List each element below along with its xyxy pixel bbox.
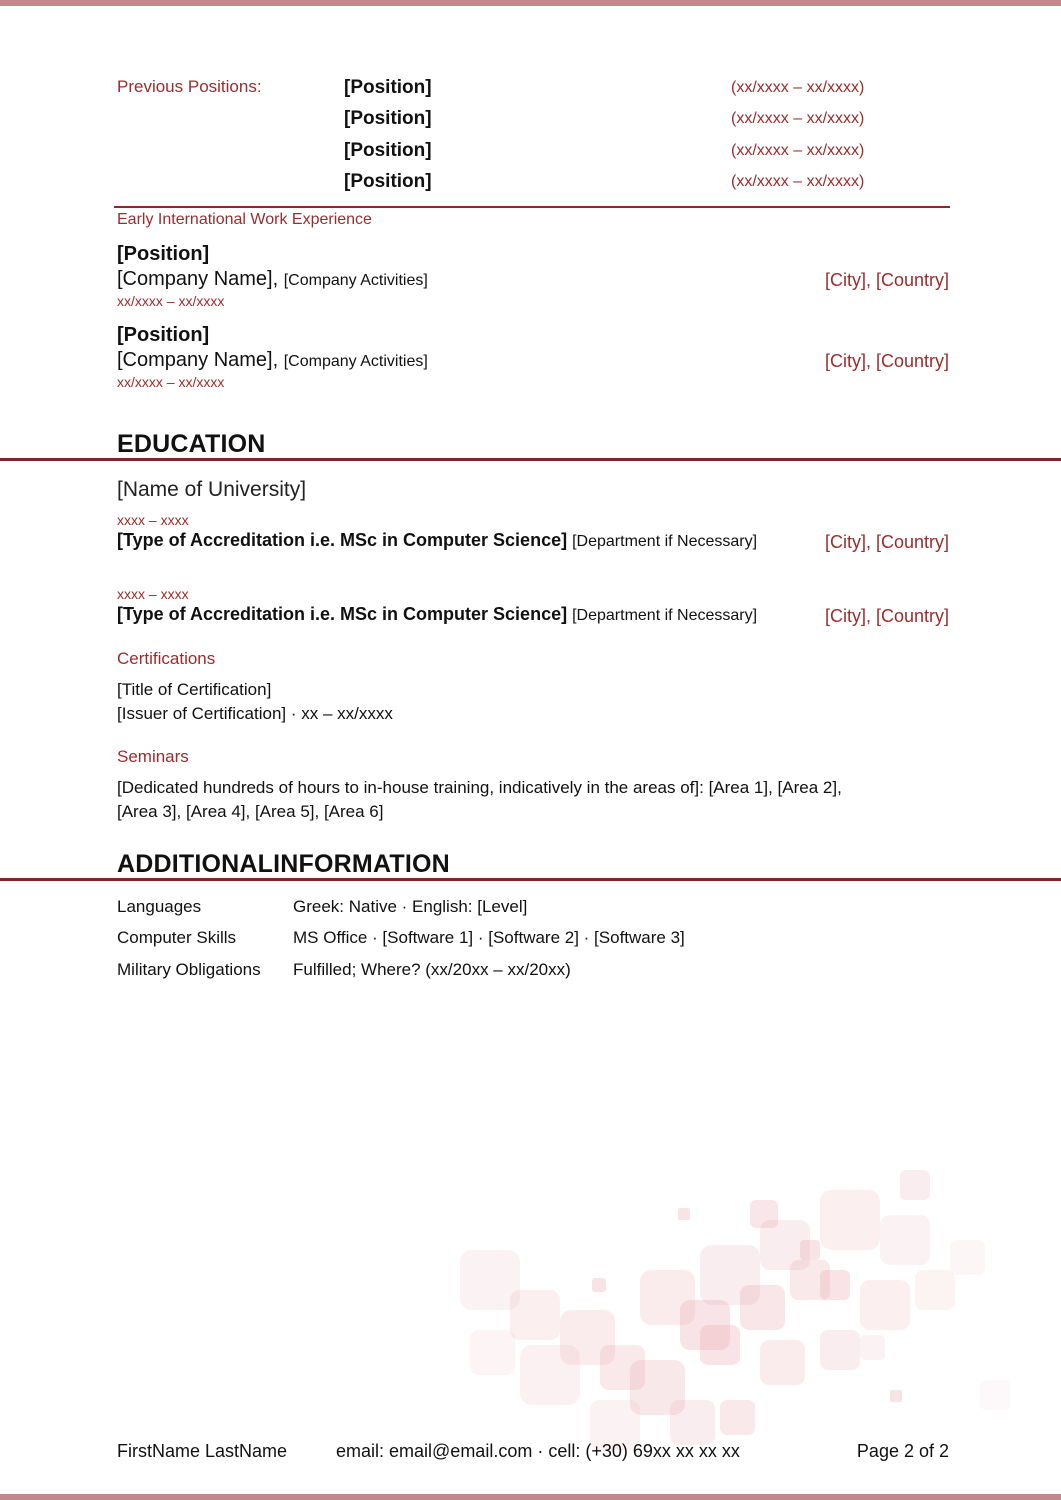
job-dates: xx/xxxx – xx/xxxx (117, 293, 225, 309)
department: [Department if Necessary] (572, 607, 758, 624)
position-dates: (xx/xxxx – xx/xxxx) (731, 110, 865, 128)
seminars-text-line2: [Area 3], [Area 4], [Area 5], [Area 6] (117, 802, 384, 821)
company-name: [Company Name], (117, 268, 279, 290)
previous-position: [Position] (344, 139, 432, 161)
company-activities: [Company Activities] (283, 272, 428, 289)
accreditation-type: [Type of Accreditation i.e. MSc in Computer Science] (117, 604, 568, 624)
bottom-border (0, 1494, 1061, 1500)
previous-positions-label: Previous Positions: (117, 77, 262, 96)
early-experience-heading: Early International Work Experience (117, 211, 372, 228)
footer-name: FirstName LastName (117, 1441, 288, 1461)
info-label-languages: Languages (117, 897, 202, 916)
position-dates: (xx/xxxx – xx/xxxx) (731, 79, 865, 96)
degree-location: [City], [Country] (824, 532, 949, 552)
job-position: [Position] (117, 324, 210, 346)
footer-page-number: Page 2 of 2 (856, 1441, 949, 1461)
certifications-heading: Certifications (117, 649, 216, 668)
seminars-text-line1: [Dedicated hundreds of hours to in-house training, indicatively in the areas of]: [Area 1], [Area 2], (117, 778, 842, 797)
university-name: [Name of University] (117, 478, 307, 501)
job-location: [City], [Country] (824, 351, 949, 371)
company-name: [Company Name], (117, 349, 279, 371)
certification-title: [Title of Certification] (117, 680, 272, 699)
info-value-computer-skills: MS Office · [Software 1] · [Software 2] · [Software 3] (293, 928, 685, 947)
seminars-heading: Seminars (117, 747, 189, 766)
info-value-military: Fulfilled; Where? (xx/20xx – xx/20xx) (293, 960, 571, 979)
position-dates: (xx/xxxx – xx/xxxx) (731, 172, 865, 190)
degree-location: [City], [Country] (824, 606, 949, 626)
previous-position: [Position] (344, 170, 432, 192)
previous-position: [Position] (344, 108, 432, 130)
info-value-languages: Greek: Native · English: [Level] (293, 897, 528, 916)
info-label-military: Military Obligations (117, 960, 261, 979)
company-activities: [Company Activities] (283, 353, 428, 370)
info-label-computer-skills: Computer Skills (117, 928, 237, 947)
previous-position: [Position] (344, 77, 432, 98)
degree-years: xxxx – xxxx (117, 512, 189, 528)
additional-info-title: ADDITIONALINFORMATION (117, 850, 450, 878)
job-location: [City], [Country] (824, 270, 949, 290)
department: [Department if Necessary] (572, 533, 758, 550)
job-position: [Position] (117, 243, 210, 265)
position-dates: (xx/xxxx – xx/xxxx) (731, 141, 865, 159)
education-title: EDUCATION (117, 430, 266, 458)
job-dates: xx/xxxx – xx/xxxx (117, 374, 225, 390)
certification-issuer: [Issuer of Certification] · xx – xx/xxxx (117, 704, 393, 723)
accreditation-type: [Type of Accreditation i.e. MSc in Computer Science] (117, 530, 568, 550)
degree-years: xxxx – xxxx (117, 586, 189, 602)
footer-contact: email: email@email.com · cell: (+30) 69xx xx xx xx (336, 1441, 740, 1461)
